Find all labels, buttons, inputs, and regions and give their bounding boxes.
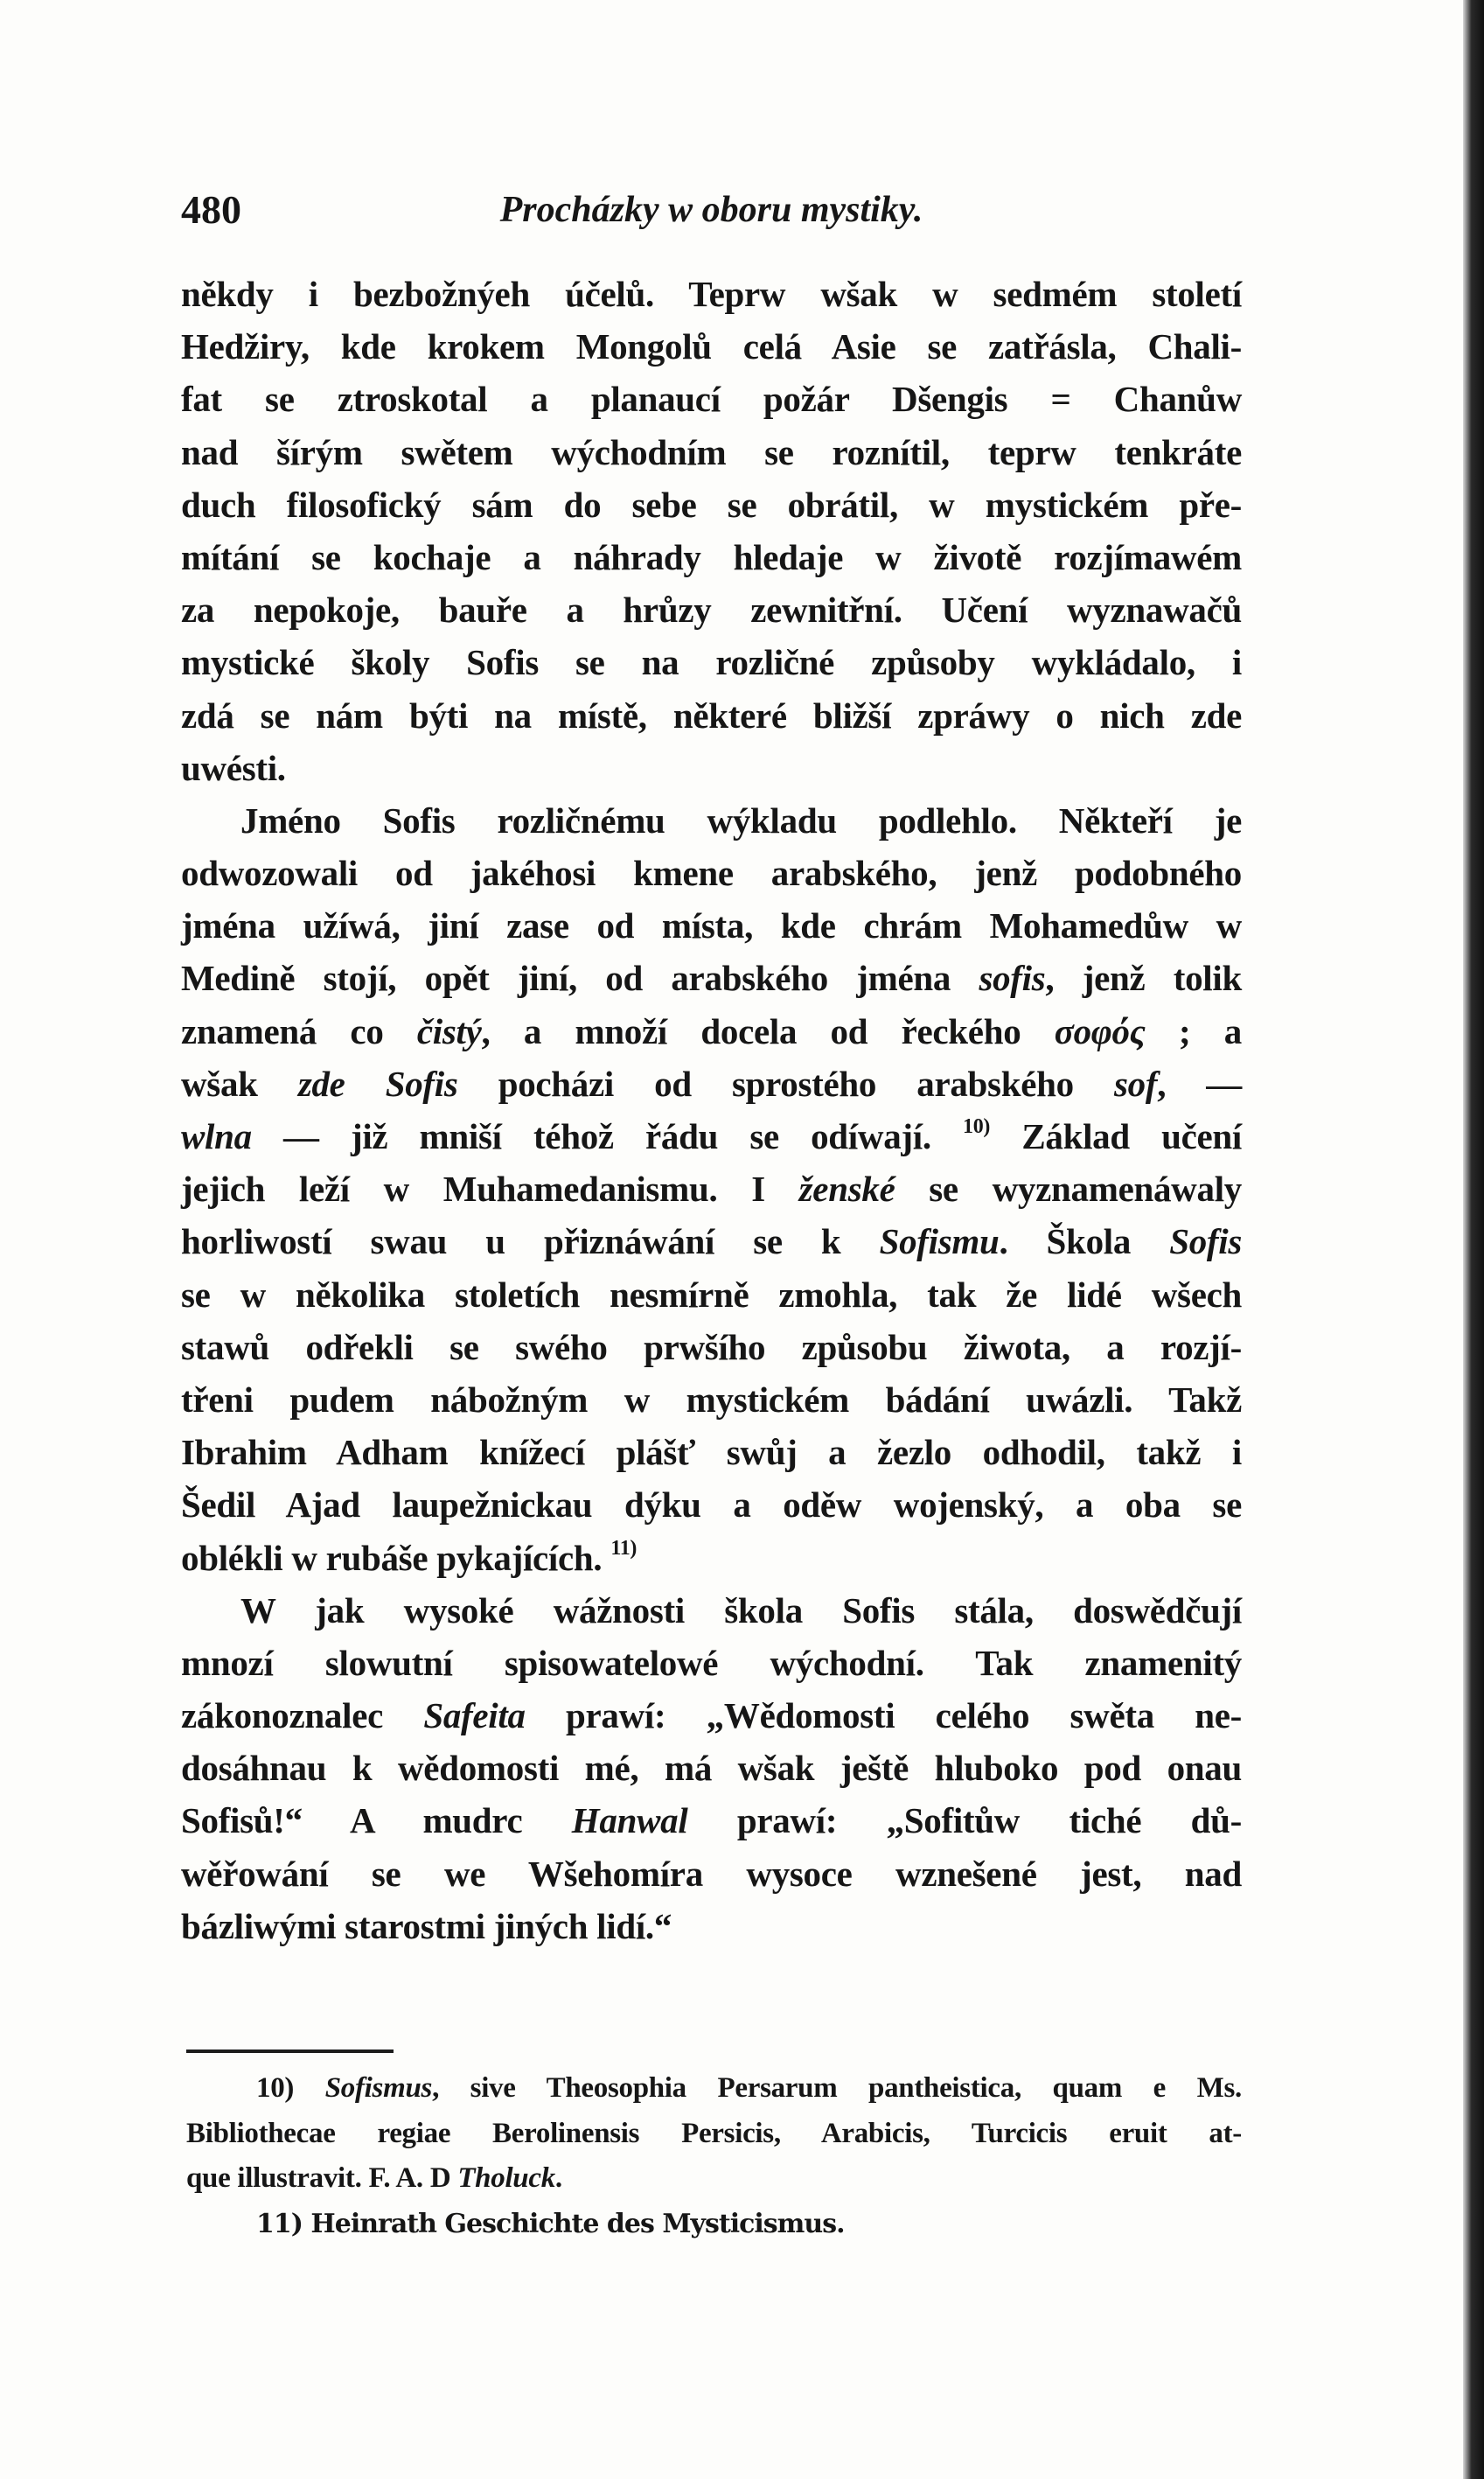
footnote-reference: 10) (963, 1115, 991, 1138)
text-run: někdy i bezbožnýeh účelů. Teprw wšak w sedmém století (181, 274, 1242, 314)
text-run: Hedžiry, kde krokem Mongolů celá Asie se zatřásla, Chali- (181, 326, 1242, 367)
text-line (181, 1058, 1242, 1110)
text-run: bázliwými starostmi jiných lidí.“ (181, 1905, 672, 1946)
text-run: wěřowání se we Wšehomíra wysoce wznešené jest, nad (181, 1853, 1242, 1894)
footnote (186, 2066, 1242, 2202)
text-run: zákonoznalec (181, 1695, 424, 1736)
text-line (181, 268, 1242, 320)
text-run: oblékli w rubáše pykajících. (181, 1537, 611, 1578)
text-line (181, 742, 1242, 794)
text-run: que illustravit. F. A. D (186, 2162, 458, 2194)
text-line (181, 1847, 1242, 1900)
text-run: se w několika stoletích nesmírně zmohla, tak že lidé wšech (181, 1274, 1242, 1315)
text-line (181, 1426, 1242, 1478)
text-run: fat se ztroskotal a planaucí požár Dšengis = Chanůw (181, 379, 1242, 420)
text-run: horliwostí swau u přiznáwání se k (181, 1221, 880, 1262)
footnotes (186, 2066, 1242, 2246)
text-line (181, 1478, 1242, 1531)
footnote (186, 2202, 1242, 2247)
text-run: , jenž tolik (1045, 958, 1242, 999)
text-run: zdá se nám býti na místě, některé bližší zpráwy o nich zde (181, 695, 1242, 736)
paragraph (181, 268, 1242, 794)
text-line (181, 1742, 1242, 1794)
italic-term: Sofismu (879, 1221, 1000, 1262)
text-line (181, 689, 1242, 742)
text-line (181, 426, 1242, 478)
text-line (181, 1689, 1242, 1742)
text-line (186, 2202, 1242, 2247)
text-run: za nepokoje, bauře a hrůzy zewnitřní. Učení wyznawačů (181, 590, 1242, 631)
text-run: uwésti. (181, 747, 286, 788)
italic-term: zde Sofis (297, 1063, 458, 1104)
text-run: Sofisů!“ A mudrc (181, 1800, 572, 1841)
italic-term: ženské (798, 1169, 895, 1210)
text-run: nad šírým swětem wýchodním se roznítil, teprw tenkráte (181, 431, 1242, 472)
text-run: 10) (256, 2072, 325, 2104)
scan-edge-shadow (1463, 0, 1484, 2479)
text-run: Medině stojí, opět jiní, od arabského jména (181, 958, 979, 999)
text-line (181, 794, 1242, 847)
text-line (181, 1215, 1242, 1267)
text-run: Šedil Ajad laupežnickau dýku a oděw wojenský, a oba se (181, 1484, 1242, 1526)
text-line (181, 636, 1242, 688)
text-run: mítání se kochaje a náhrady hledaje w životě rozjímawém (181, 536, 1242, 577)
text-run: prawí: „Wědomosti celého swěta ne- (525, 1695, 1242, 1736)
text-line (181, 1532, 1242, 1584)
text-run: třeni pudem nábožným w mystickém bádání uwázli. Takž (181, 1379, 1242, 1420)
text-run: jejich leží w Muhamedanismu. I (181, 1169, 799, 1210)
text-run: prawí: „Sofitůw tiché dů- (687, 1800, 1243, 1841)
text-run: , a množí docela od řeckého (481, 1010, 1055, 1051)
text-line (181, 373, 1242, 425)
italic-term: čistý (416, 1010, 482, 1051)
text-line (181, 1373, 1242, 1426)
text-run: Základ učení (990, 1116, 1242, 1156)
text-line (181, 847, 1242, 899)
text-line (181, 1163, 1242, 1215)
body-text (181, 268, 1242, 1952)
text-line (186, 2066, 1242, 2112)
italic-term: Tholuck (457, 2162, 555, 2194)
text-run: pocházi od sprostého arabského (457, 1063, 1114, 1104)
text-line (181, 1794, 1242, 1847)
italic-term: sofis (979, 958, 1046, 999)
text-run: W jak wysoké wážnosti škola Sofis stála, doswědčují (240, 1589, 1242, 1631)
page-header (181, 179, 1242, 241)
text-run: , sive Theosophia Persarum pantheistica, quam e Ms. (432, 2072, 1242, 2104)
text-run: , — (1157, 1063, 1242, 1104)
text-line (181, 1110, 1242, 1163)
text-line (181, 899, 1242, 952)
page-number: 480 (181, 187, 241, 232)
running-title: Procházky w oboru mystiky. (499, 190, 923, 230)
footnote-reference: 11) (610, 1536, 637, 1560)
text-run: duch filosofický sám do sebe se obrátil, w mystickém pře- (181, 484, 1242, 525)
text-run: mnozí slowutní spisowatelowé wýchodní. Tak znamenitý (181, 1642, 1242, 1683)
text-line (181, 478, 1242, 531)
text-line (181, 583, 1242, 636)
text-line (181, 531, 1242, 583)
paragraph (181, 794, 1242, 1584)
text-run: . Škola (999, 1221, 1170, 1262)
italic-term: Hanwal (571, 1800, 688, 1841)
text-run: ; a (1145, 1010, 1242, 1051)
text-line (186, 2112, 1242, 2157)
text-run: mystické školy Sofis se na rozličné způsoby wykládalo, i (181, 642, 1242, 683)
text-line (181, 952, 1242, 1004)
text-run: znamená co (181, 1010, 417, 1051)
text-line (181, 1900, 1242, 1952)
text-run: — již mniší téhož řádu se odíwají. (251, 1116, 964, 1156)
text-run: odwozowali od jakéhosi kmene arabského, jenž podobného (181, 853, 1242, 894)
italic-term: Sofismus (324, 2072, 433, 2104)
text-line (186, 2156, 1242, 2202)
text-run: Ibrahim Adham knížecí plášť swůj a žezlo odhodil, takž i (181, 1432, 1242, 1473)
footnote-separator (186, 2050, 394, 2053)
italic-term: Sofis (1169, 1221, 1242, 1262)
text-run: wšak (181, 1063, 298, 1104)
text-line (181, 1637, 1242, 1689)
text-run: 11) Heinrath Geschichte des Mysticismus. (256, 2208, 845, 2239)
text-line (181, 1321, 1242, 1373)
italic-term: Safeita (423, 1695, 526, 1736)
italic-term: sof (1113, 1063, 1158, 1104)
text-run: Bibliothecae regiae Berolinensis Persicis, Arabicis, Turcicis eruit at- (186, 2117, 1242, 2149)
italic-term: wlna (181, 1116, 252, 1156)
text-line (181, 1268, 1242, 1321)
text-line (181, 1005, 1242, 1058)
text-line (181, 1584, 1242, 1637)
text-run: jména užíwá, jiní zase od místa, kde chrám Mohamedůw w (181, 905, 1242, 946)
paragraph (181, 1584, 1242, 1952)
italic-term: σοφός (1054, 1010, 1146, 1051)
text-run: Jméno Sofis rozličnému wýkladu podlehlo. Někteří je (240, 800, 1242, 841)
text-run: stawů odřekli se swého prwšího způsobu žiwota, a rozjí- (181, 1326, 1242, 1367)
text-line (181, 320, 1242, 373)
text-run: . (554, 2162, 562, 2194)
text-run: dosáhnau k wědomosti mé, má wšak ještě hluboko pod onau (181, 1748, 1242, 1789)
text-run: se wyznamenáwaly (895, 1169, 1242, 1210)
